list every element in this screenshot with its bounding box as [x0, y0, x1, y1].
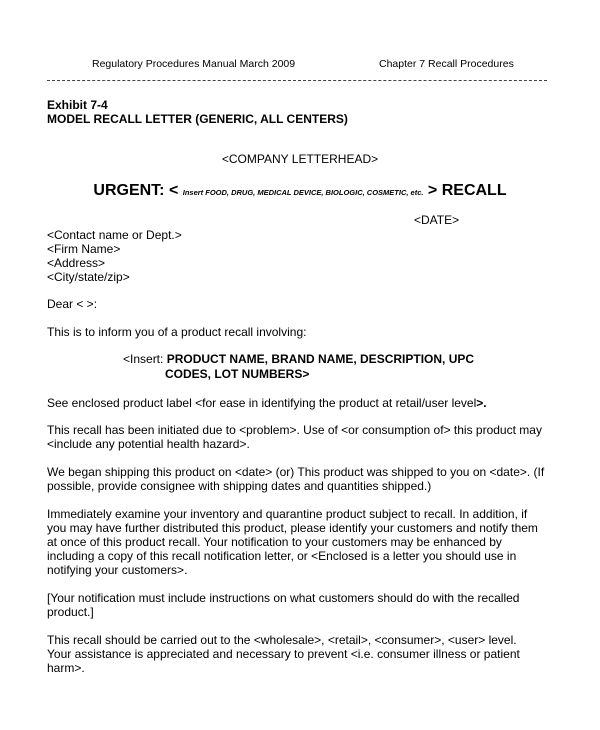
urgent-suffix: > RECALL — [427, 182, 507, 199]
product-insert-fields: PRODUCT NAME, BRAND NAME, DESCRIPTION, UPC — [166, 352, 475, 366]
running-header-left: Regulatory Procedures Manual March 2009 — [92, 58, 296, 70]
label-paragraph-text: See enclosed product label <for ease in identifying the product at retail/user level — [47, 396, 477, 410]
address-contact: <Contact name or Dept.> — [47, 228, 182, 242]
product-insert-prefix: <Insert: — [123, 352, 167, 366]
shipping-paragraph-line2: possible, provide consignee with shipping dates and quantities shipped.) — [47, 479, 432, 493]
product-insert-line2: CODES, LOT NUMBERS> — [165, 367, 310, 381]
product-insert-line1 — [123, 352, 474, 367]
examine-paragraph-line1: Immediately examine your inventory and quarantine product subject to recall. In addition, if — [47, 507, 528, 521]
urgent-heading — [0, 181, 600, 203]
level-paragraph-line3: harm>. — [47, 661, 85, 675]
address-street: <Address> — [47, 256, 106, 270]
urgent-prefix: URGENT: < — [93, 182, 179, 199]
label-paragraph-end: >. — [476, 396, 487, 410]
salutation: Dear < >: — [47, 297, 98, 311]
problem-paragraph-line2: <include any potential health hazard>. — [47, 437, 250, 451]
address-firm: <Firm Name> — [47, 242, 121, 256]
header-divider — [47, 80, 547, 81]
intro-paragraph: This is to inform you of a product recall involving: — [47, 325, 307, 339]
instructions-paragraph-line1: [Your notification must include instructions on what customers should do with the recalled — [47, 591, 520, 605]
shipping-paragraph-line1: We began shipping this product on <date> (or) This product was shipped to you on <date>. (If — [47, 465, 545, 479]
urgent-insert-note: Insert FOOD, DRUG, MEDICAL DEVICE, BIOLOGIC, COSMETIC, etc. — [182, 188, 424, 197]
problem-paragraph-line1: This recall has been initiated due to <problem>. Use of <or consumption of> this product may — [47, 423, 542, 437]
exhibit-number: Exhibit 7-4 — [47, 98, 108, 112]
company-letterhead: <COMPANY LETTERHEAD> — [221, 152, 379, 166]
examine-paragraph-line2: you may have further distributed this product, please identify your customers and notify them — [47, 521, 538, 535]
label-paragraph — [47, 396, 487, 411]
level-paragraph-line2: Your assistance is appreciated and necessary to prevent <i.e. consumer illness or patient — [47, 647, 520, 661]
running-header-right: Chapter 7 Recall Procedures — [379, 58, 514, 70]
examine-paragraph-line4: including a copy of this recall notification letter, or <Enclosed is a letter you should use in — [47, 549, 517, 563]
examine-paragraph-line5: notifying your customers>. — [47, 563, 188, 577]
examine-paragraph-line3: at once of this product recall. Your notification to your customers may be enhanced by — [47, 535, 502, 549]
instructions-paragraph-line2: product.] — [47, 605, 94, 619]
exhibit-title: MODEL RECALL LETTER (GENERIC, ALL CENTERS) — [47, 112, 348, 126]
address-city: <City/state/zip> — [47, 270, 130, 284]
level-paragraph-line1: This recall should be carried out to the <wholesale>, <retail>, <consumer>, <user> level. — [47, 633, 517, 647]
letter-date: <DATE> — [414, 213, 460, 227]
